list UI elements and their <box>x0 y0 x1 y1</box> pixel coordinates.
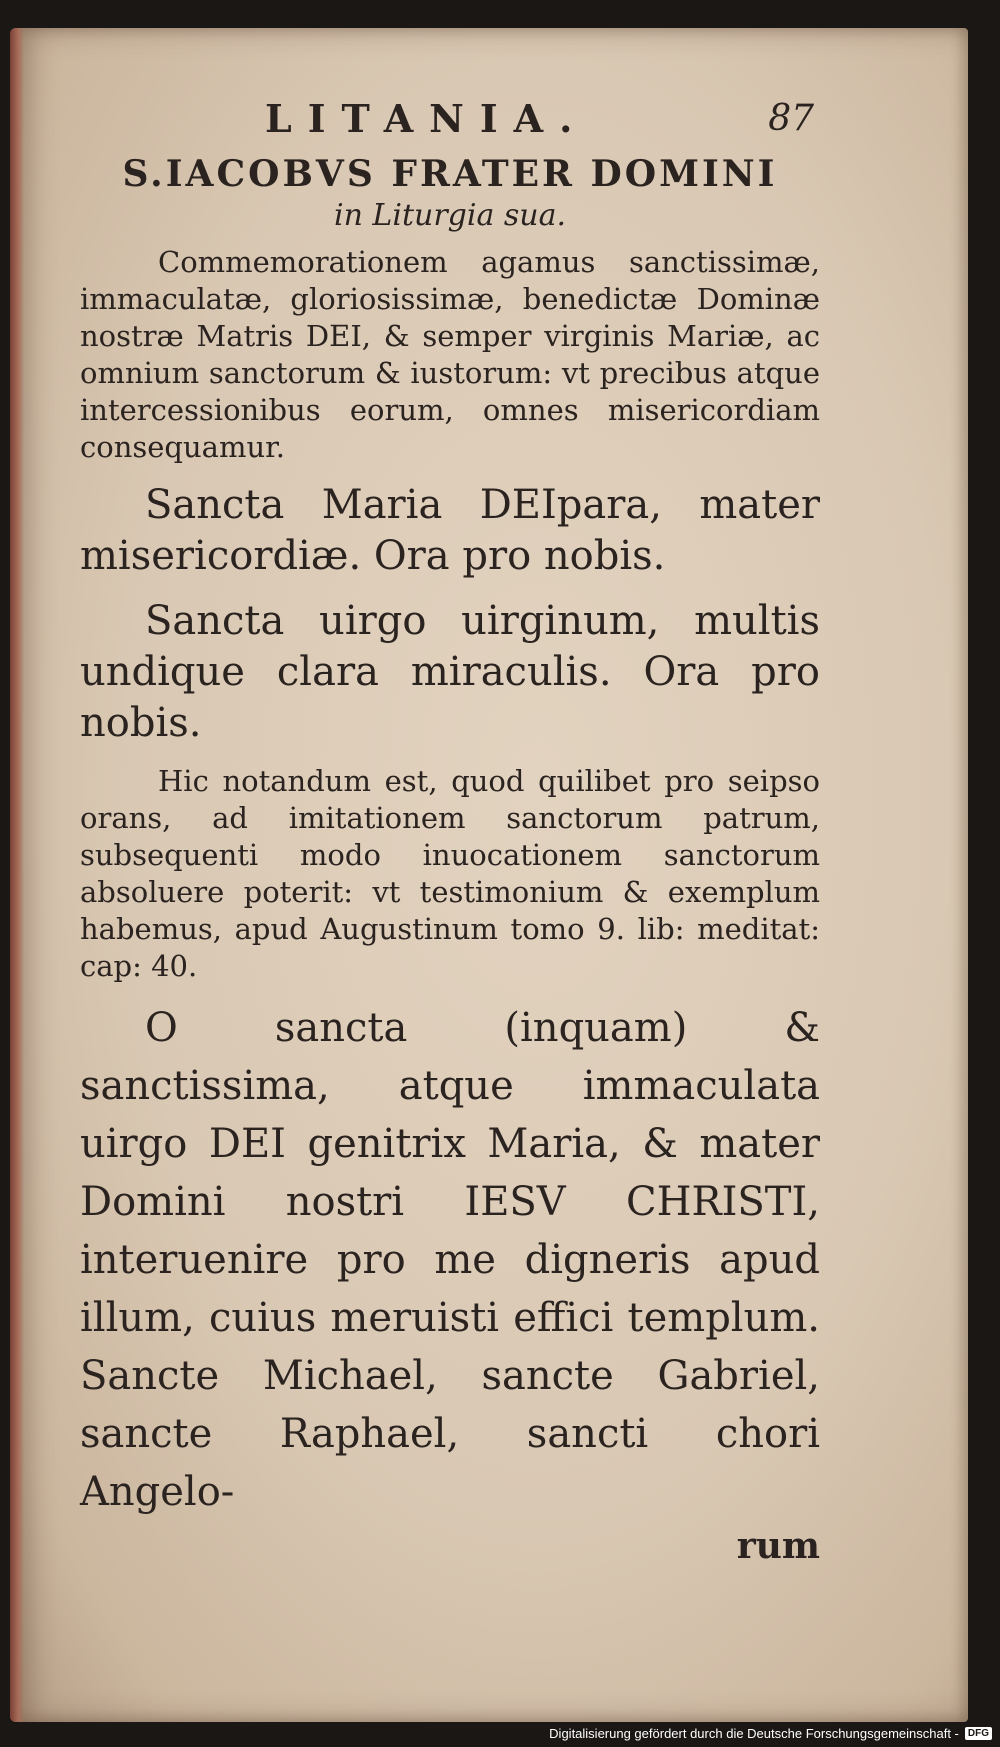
book-page <box>10 28 968 1722</box>
catchword: rum <box>736 1525 820 1567</box>
paragraph-commemoration: Commemorationem agamus sanctissimæ, immaculatæ, gloriosissimæ, benedictæ Dominæ nostræ Matris DEI, & semper virginis Mariæ, ac omnium sanctorum & iustorum: vt precibus atque intercessionibus eorum, omnes misericordiam consequamur. <box>80 245 820 464</box>
digitization-credit <box>549 1726 992 1741</box>
paragraph-prayer: O sancta (inquam) & sanctissima, atque immaculata uirgo DEI genitrix Maria, & mater Domini nostri IESV CHRISTI, interuenire pro me digneris apud illum, cuius meruisti effici templum. Sancte Michael, sancte Gabriel, sancte Raphael, sancti chori Angelo- <box>80 1005 820 1515</box>
paragraph-invocation-deipara: Sancta Maria DEIpara, mater misericordiæ. Ora pro nobis. <box>80 482 820 579</box>
dfg-logo: DFG <box>965 1727 992 1740</box>
credit-text: Digitalisierung gefördert durch die Deutsche Forschungsgemeinschaft - <box>549 1726 959 1741</box>
section-heading: S.IACOBVS FRATER DOMINI <box>122 153 778 195</box>
page-gutter <box>10 28 24 1722</box>
running-head-title: LITANIA. <box>265 96 589 141</box>
paragraph-note: Hic notandum est, quod quilibet pro seipso orans, ad imitationem sanctorum patrum, subsequenti modo inuocationem sanctorum absoluere poterit: vt testimonium & exemplum habemus, apud Augustinum tomo 9. lib: meditat: cap: 40. <box>80 764 820 983</box>
section-subheading: in Liturgia sua. <box>333 198 567 233</box>
page-number: 87 <box>768 98 814 139</box>
page-text <box>80 88 820 1567</box>
running-head <box>80 88 820 148</box>
paragraph-invocation-uirgo: Sancta uirgo uirginum, multis undique clara miraculis. Ora pro nobis. <box>80 598 820 746</box>
